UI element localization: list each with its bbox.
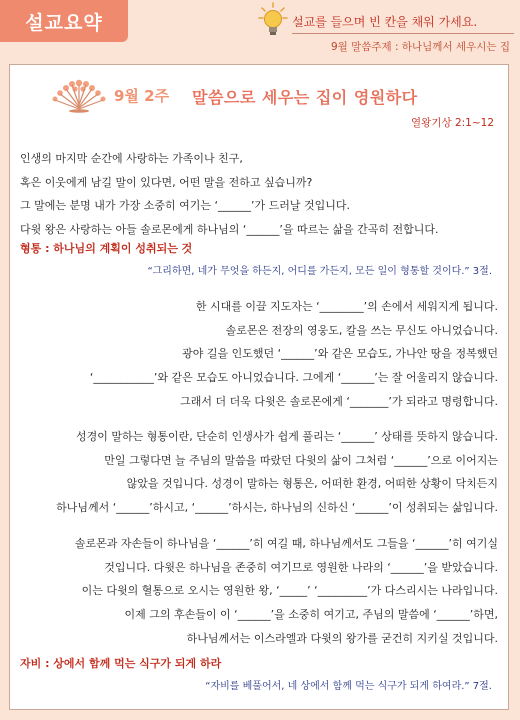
paragraph-line: 솔로몬은 전장의 영웅도, 칼을 쓰는 무신도 아니었습니다. [225, 323, 498, 337]
paragraph-line: 것입니다. 다윗은 하나님을 존중히 여기므로 영원한 나라의 ‘______’을 받았습니다. [104, 560, 498, 574]
section-title-tab: 설교요약 [0, 0, 128, 42]
lightbulb-icon [258, 2, 288, 42]
paragraph-line: 이제 그의 후손들이 이 ‘______’을 소중히 여기고, 주님의 말씀에 ‘______’하면, [124, 608, 498, 622]
flower-tree-icon [46, 75, 112, 113]
point1-paragraph-3 [20, 532, 498, 651]
paragraph-line: 하나님께서 ‘______’하시고, ‘______’하시는, 하나님의 신하신 ‘______’이 성취되는 삶입니다. [56, 501, 498, 515]
intro-line: 혹은 이웃에게 남길 말이 있다면, 어떤 말을 전하고 싶습니까? [20, 175, 313, 189]
scripture-reference: 열왕기상 2:1~12 [411, 117, 494, 129]
paragraph-line: 광야 길을 인도했던 ‘______’와 같은 모습도, 가나안 땅을 정복했던 [182, 347, 498, 361]
paragraph-line: 하나님께서는 이스라엘과 다윗의 왕가를 굳건히 지키실 것입니다. [186, 631, 498, 645]
paragraph-line: 솔로몬과 자손들이 하나님을 ‘______’히 여길 때, 하나님께서도 그들을 ‘______’히 여기실 [74, 537, 498, 550]
paragraph-line: 만일 그렇다면 늘 주님의 말씀을 따랐던 다윗의 삶이 그처럼 ‘______’으로 이어지는 [104, 453, 498, 467]
point1-paragraph-1 [20, 295, 498, 414]
paragraph-line: ‘___________’와 같은 모습도 아니었습니다. 그에게 ‘______’는 잘 어울리지 않습니다. [89, 371, 498, 385]
header-divider [292, 33, 514, 34]
paragraph-line: 한 시대를 이끌 지도자는 ‘________’의 손에서 세워지게 됩니다. [195, 300, 498, 313]
intro-line: 그 말에는 분명 내가 가장 소중히 여기는 ‘______’가 드러날 것입니다. [20, 199, 350, 213]
paragraph-line: 않았을 것입니다. 성경이 말하는 형통은, 어떠한 환경, 어떠한 상황이 닥치든지 [126, 477, 498, 491]
paragraph-line: 성경이 말하는 형통이란, 단순히 인생사가 쉽게 풀리는 ‘______’ 상태를 뜻하지 않습니다. [76, 430, 498, 443]
intro-line: 다윗 왕은 사랑하는 아들 솔로몬에게 하나님의 ‘______’을 따르는 삶을 간곡히 전합니다. [20, 223, 439, 237]
point2-heading: 자비 : 상에서 함께 먹는 식구가 되게 하라 [20, 657, 222, 670]
instruction-note: 설교를 들으며 빈 칸을 채워 가세요. [292, 15, 478, 29]
sermon-paper [9, 64, 509, 710]
intro-line: 인생의 마지막 순간에 사랑하는 가족이나 친구, [20, 152, 243, 165]
point1-heading: 형통 : 하나님의 계획이 성취되는 것 [20, 242, 193, 255]
point1-quote: “그리하면, 네가 무엇을 하든지, 어디를 가든지, 모든 일이 형통할 것이다.” 3절. [147, 266, 492, 277]
point1-paragraph-2 [20, 425, 498, 520]
paragraph-line: 그래서 더 더욱 다윗은 솔로몬에게 ‘_______’가 되라고 명령합니다. [180, 394, 498, 408]
sermon-week: 9월 2주 [114, 87, 170, 105]
paragraph-line: 이는 다윗의 혈통으로 오시는 영원한 왕, ‘_____’ ‘_________’가 다스리시는 나라입니다. [81, 584, 498, 598]
point2-quote: “자비를 베풀어서, 네 상에서 함께 먹는 식구가 되게 하여라.” 7절. [205, 681, 492, 692]
sermon-title: 말씀으로 세우는 집이 영원하다 [192, 88, 418, 107]
intro-paragraph [20, 147, 498, 242]
monthly-subject: 9월 말씀주제 : 하나님께서 세우시는 집 [330, 41, 510, 53]
